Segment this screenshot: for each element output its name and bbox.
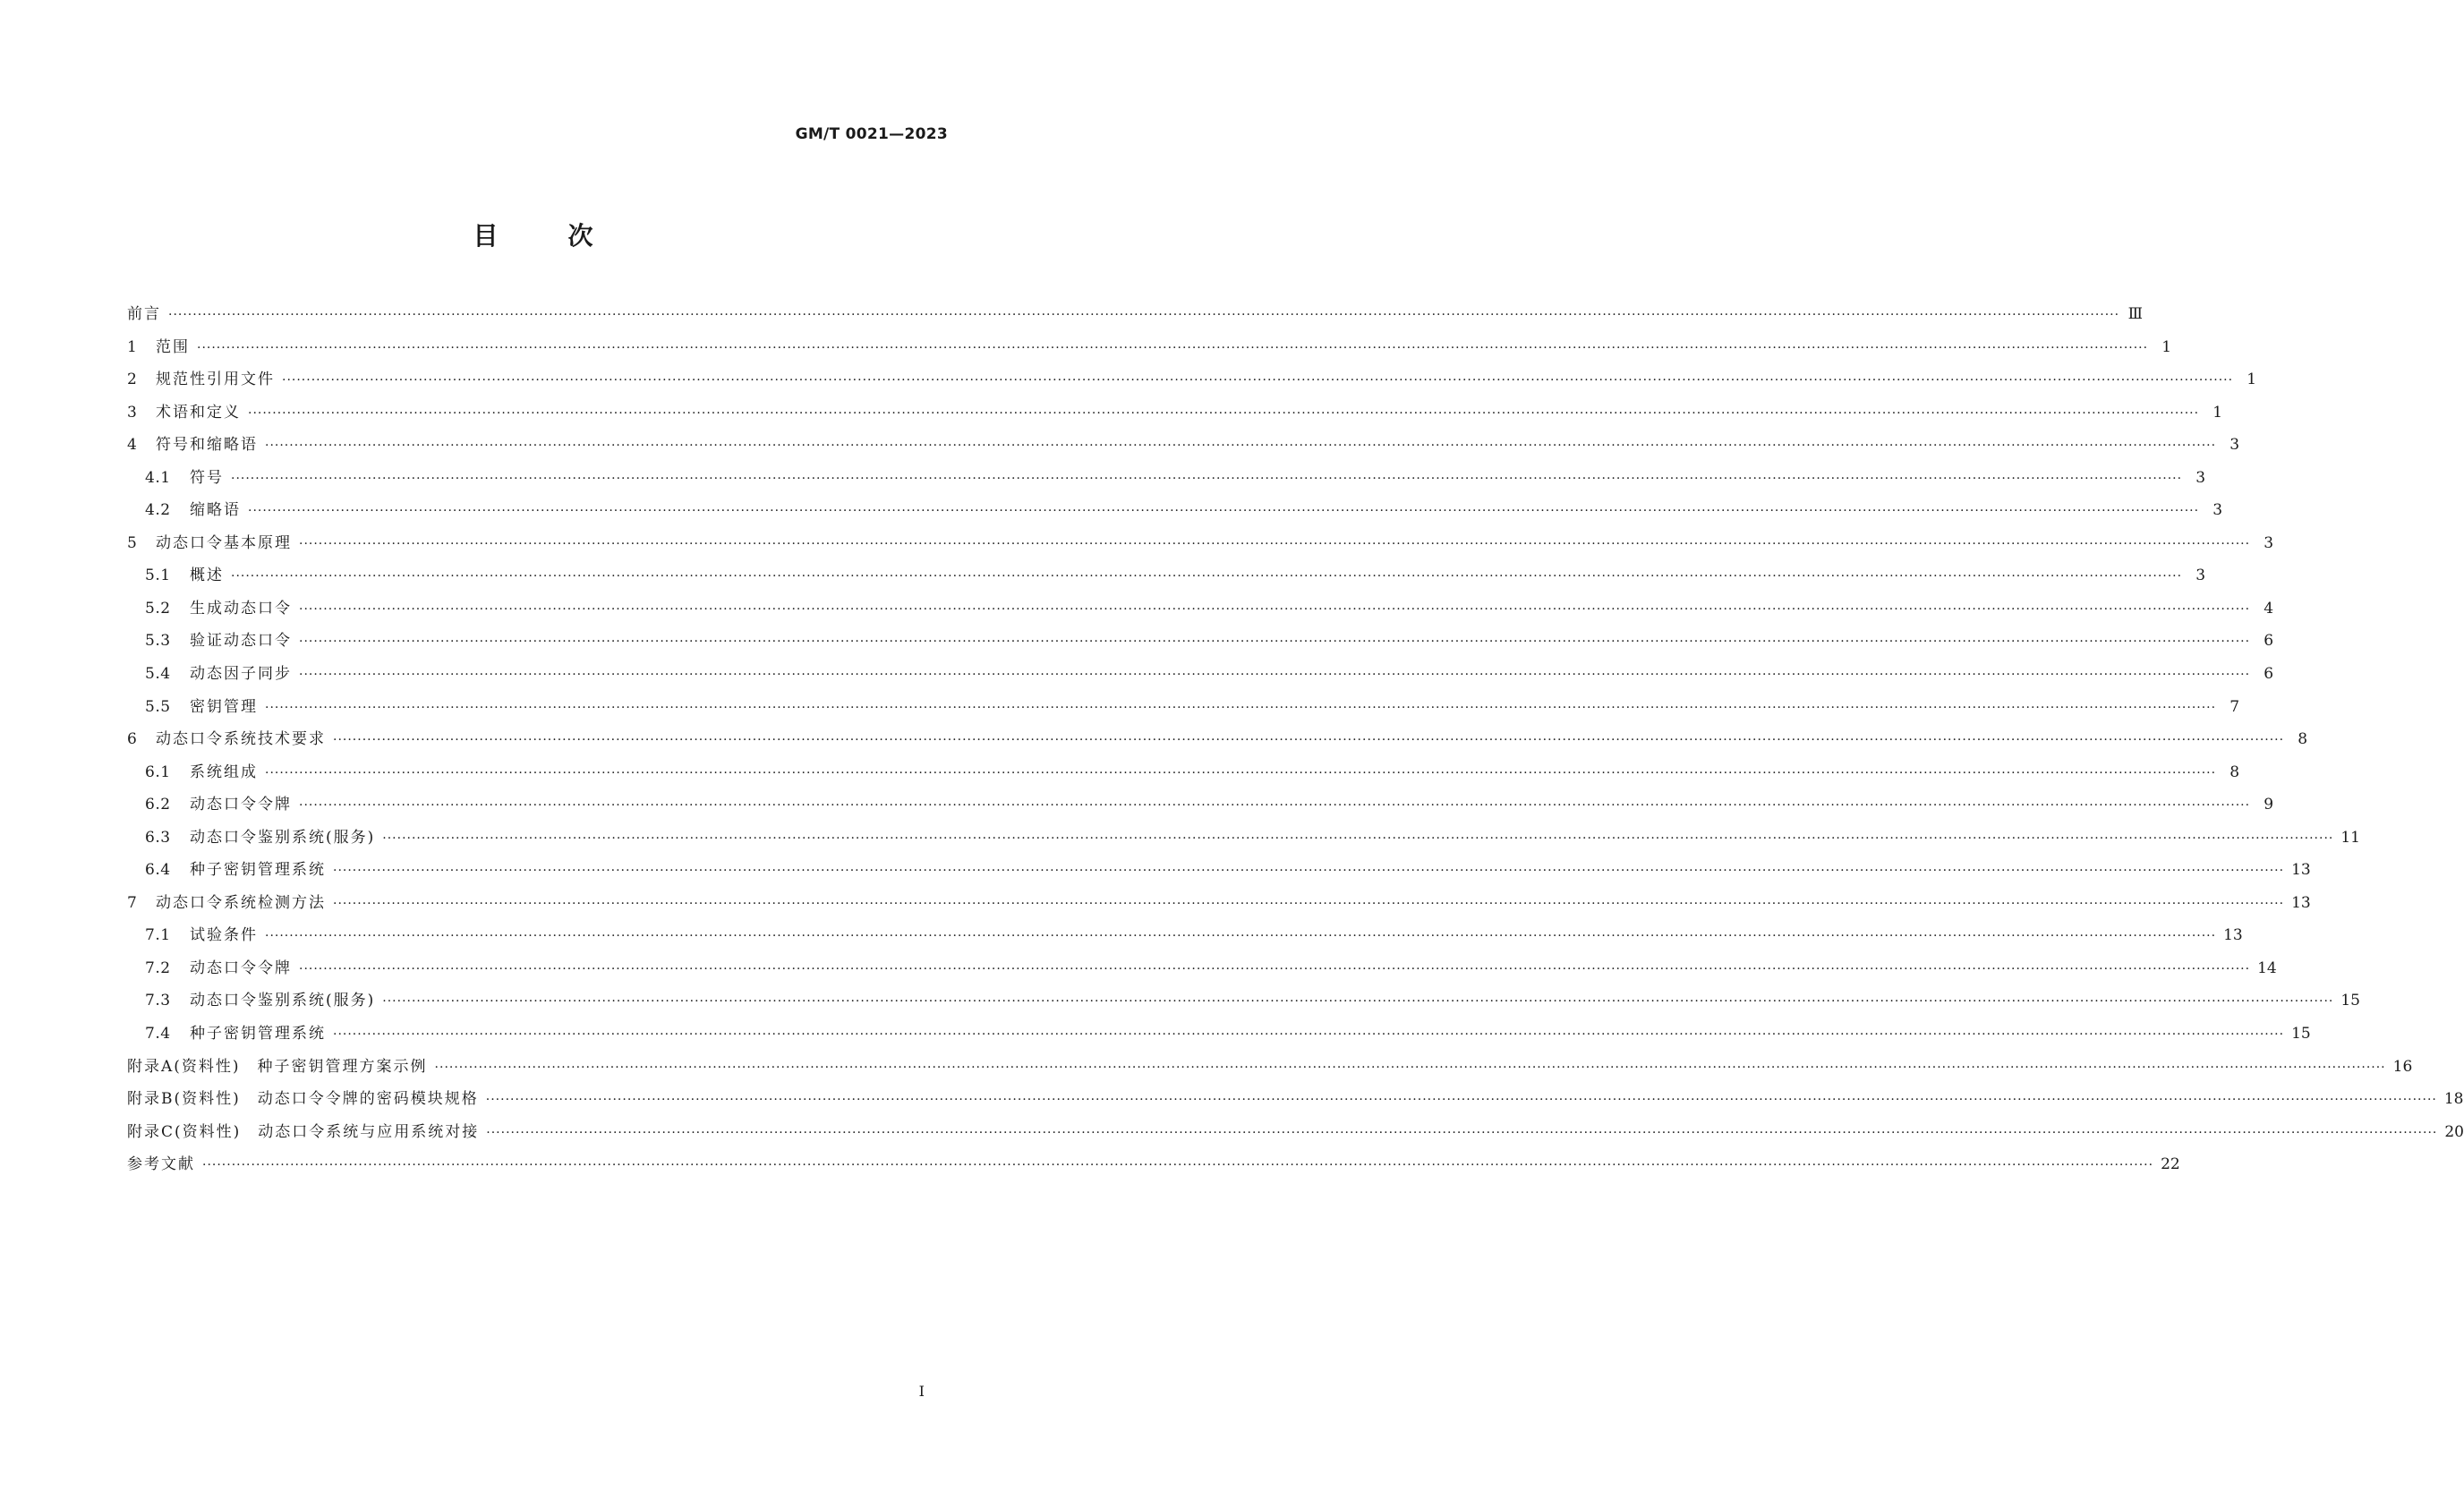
toc-entry[interactable]	[127, 597, 2274, 630]
toc-entry-page: 3	[2212, 501, 2223, 520]
toc-entry-label: 动态口令鉴别系统(服务)	[190, 992, 376, 1010]
toc-entry-label: 动态因子同步	[190, 665, 292, 684]
toc-leader-dots: ················································································································································································································································································································································································································	[299, 961, 2251, 976]
toc-entry-number: 5.2	[145, 599, 171, 618]
toc-entry-page: 3	[2264, 533, 2274, 552]
toc-entry-page: 8	[2298, 730, 2308, 749]
toc-entry-page: 8	[2230, 763, 2240, 781]
toc-entry-number: 7.3	[145, 992, 171, 1010]
toc-entry-number: 5.5	[145, 697, 171, 716]
toc-entry-number: 6.3	[145, 828, 171, 847]
toc-entry-number: 4	[127, 436, 138, 455]
toc-leader-dots: ················································································································································································································································································································································································································	[333, 733, 2285, 748]
toc-entry-page: 9	[2264, 796, 2274, 814]
toc-entry-label: 系统组成	[190, 763, 258, 781]
toc-entry-label: 动态口令系统技术要求	[156, 730, 326, 749]
toc-entry-number: 7	[127, 893, 138, 912]
toc-entry-label: 生成动态口令	[190, 599, 292, 618]
toc-entry-label: 验证动态口令	[190, 632, 292, 651]
toc-leader-dots: ················································································································································································································································································································································································································	[382, 994, 2334, 1010]
toc-leader-dots: ················································································································································································································································································································································································································	[333, 864, 2285, 879]
toc-entry-number: 2	[127, 371, 138, 389]
toc-entry-number: 7.2	[145, 958, 171, 977]
page-number: Ⅰ	[918, 1383, 925, 1400]
toc-entry[interactable]	[127, 1087, 2464, 1120]
toc-entry-number: 6.4	[145, 861, 171, 880]
toc-entry-label: 种子密钥管理系统	[190, 861, 326, 880]
toc-entry-label: 符号	[190, 468, 224, 487]
toc-leader-dots: ················································································································································································································································································································································································································	[265, 929, 2217, 944]
toc-entry-page: 3	[2230, 436, 2240, 455]
toc-entry-page: 1	[2212, 403, 2223, 422]
toc-entry[interactable]	[127, 891, 2311, 924]
toc-entry-page: 15	[2340, 992, 2360, 1010]
toc-entry[interactable]	[127, 401, 2223, 434]
toc-entry-label: 符号和缩略语	[156, 436, 258, 455]
toc-leader-dots: ················································································································································································································································································································································································································	[299, 601, 2251, 617]
toc-entry-number: 6.1	[145, 763, 171, 781]
page-title	[0, 217, 1066, 252]
toc-entry[interactable]	[127, 695, 2240, 728]
toc-entry[interactable]	[127, 1153, 2180, 1186]
toc-entry-number: 7.1	[145, 926, 171, 945]
page-title-char-1: 目	[473, 221, 499, 251]
toc-entry-label: 动态口令基本原理	[156, 533, 292, 552]
toc-entry-label: 密钥管理	[190, 697, 258, 716]
toc-entry-page: 1	[2161, 337, 2172, 356]
toc-entry-page: 3	[2195, 468, 2206, 487]
toc-entry-label: 种子密钥管理系统	[190, 1025, 326, 1044]
toc-entry-page: 20	[2444, 1122, 2464, 1141]
toc-entry[interactable]	[127, 1055, 2413, 1088]
table-of-contents	[127, 302, 2464, 1186]
toc-entry-label: 动态口令令牌	[190, 958, 292, 977]
toc-leader-dots: ················································································································································································································································································································································································································	[265, 765, 2217, 780]
toc-entry-label: 附录B(资料性) 动态口令令牌的密码模块规格	[127, 1090, 479, 1109]
standard-code: GM/T 0021—2023	[795, 125, 948, 143]
toc-entry-number: 5	[127, 533, 138, 552]
toc-leader-dots: ················································································································································································································································································································································································································	[486, 1125, 2438, 1140]
toc-leader-dots: ················································································································································································································································································································································································································	[282, 373, 2234, 388]
toc-entry-page: 1	[2247, 371, 2257, 389]
toc-entry-page: 7	[2230, 697, 2240, 716]
toc-leader-dots: ················································································································································································································································································································································································································	[231, 569, 2183, 584]
toc-entry-label: 概述	[190, 567, 224, 585]
toc-entry-page: 13	[2223, 926, 2243, 945]
toc-leader-dots: ················································································································································································································································································································································································································	[434, 1060, 2386, 1075]
toc-leader-dots: ················································································································································································································································································································································································································	[231, 471, 2183, 486]
toc-entry-number: 5.4	[145, 665, 171, 684]
toc-entry-number: 5.1	[145, 567, 171, 585]
toc-leader-dots: ················································································································································································································································································································································································································	[382, 831, 2334, 846]
toc-leader-dots: ················································································································································································································································································································································································································	[197, 340, 2149, 355]
toc-entry-number: 6.2	[145, 796, 171, 814]
toc-entry-page: 18	[2443, 1090, 2464, 1109]
toc-entry-label: 参考文献	[127, 1155, 195, 1174]
toc-entry-page: 13	[2291, 861, 2311, 880]
toc-entry-label: 规范性引用文件	[156, 371, 275, 389]
toc-entry-label: 附录C(资料性) 动态口令系统与应用系统对接	[127, 1122, 480, 1141]
toc-entry[interactable]	[127, 368, 2257, 401]
toc-entry[interactable]	[127, 662, 2274, 695]
toc-entry-label: 动态口令鉴别系统(服务)	[190, 828, 376, 847]
toc-entry[interactable]	[127, 793, 2274, 826]
toc-entry[interactable]	[127, 302, 2144, 336]
toc-leader-dots: ················································································································································································································································································································································································································	[485, 1093, 2437, 1108]
toc-entry[interactable]	[127, 761, 2240, 794]
toc-entry-page: 22	[2161, 1155, 2180, 1174]
toc-entry[interactable]	[127, 629, 2274, 662]
toc-entry[interactable]	[127, 1120, 2464, 1154]
toc-entry-page: 6	[2264, 632, 2274, 651]
toc-entry[interactable]	[127, 466, 2206, 499]
toc-entry[interactable]	[127, 728, 2308, 761]
toc-entry[interactable]	[127, 924, 2243, 957]
toc-entry-number: 4.2	[145, 501, 171, 520]
toc-entry[interactable]	[127, 1022, 2311, 1055]
toc-entry-label: 试验条件	[190, 926, 258, 945]
toc-leader-dots: ················································································································································································································································································································································································································	[248, 504, 2200, 519]
toc-entry-page: 6	[2264, 665, 2274, 684]
toc-entry-page: 14	[2257, 958, 2277, 977]
toc-leader-dots: ················································································································································································································································································································································································································	[299, 668, 2251, 683]
toc-entry-number: 1	[127, 337, 138, 356]
toc-entry-label: 前言	[127, 305, 161, 323]
toc-entry[interactable]	[127, 957, 2277, 990]
toc-entry-page: 4	[2264, 599, 2274, 618]
toc-leader-dots: ················································································································································································································································································································································································································	[202, 1158, 2154, 1173]
toc-entry[interactable]	[127, 498, 2223, 532]
toc-entry-page: Ⅲ	[2127, 305, 2144, 323]
toc-entry-number: 5.3	[145, 632, 171, 651]
toc-entry-label: 范围	[156, 337, 190, 356]
toc-entry-page: 11	[2340, 828, 2360, 847]
toc-entry-number: 4.1	[145, 468, 171, 487]
toc-entry-label: 术语和定义	[156, 403, 241, 422]
toc-entry[interactable]	[127, 989, 2360, 1022]
toc-entry-label: 附录A(资料性) 种子密钥管理方案示例	[127, 1057, 428, 1076]
toc-entry[interactable]	[127, 336, 2172, 369]
toc-entry-page: 16	[2392, 1057, 2413, 1076]
toc-entry[interactable]	[127, 564, 2206, 597]
toc-entry-label: 动态口令系统检测方法	[156, 893, 326, 912]
toc-entry-page: 15	[2291, 1025, 2311, 1044]
toc-entry-label: 动态口令令牌	[190, 796, 292, 814]
toc-entry-page: 3	[2195, 567, 2206, 585]
toc-leader-dots: ················································································································································································································································································································································································································	[168, 308, 2120, 322]
toc-entry-page: 13	[2291, 893, 2311, 912]
toc-entry[interactable]	[127, 826, 2360, 859]
page-title-char-2: 次	[567, 221, 593, 251]
toc-leader-dots: ················································································································································································································································································································································································································	[248, 405, 2200, 421]
toc-entry[interactable]	[127, 858, 2311, 891]
toc-entry-number: 6	[127, 730, 138, 749]
toc-leader-dots: ················································································································································································································································································································································································································	[333, 896, 2285, 911]
toc-leader-dots: ················································································································································································································································································································································································································	[299, 635, 2251, 650]
toc-entry-number: 3	[127, 403, 138, 422]
toc-leader-dots: ················································································································································································································································································································································································································	[299, 798, 2251, 814]
toc-entry[interactable]	[127, 532, 2274, 565]
toc-entry[interactable]	[127, 433, 2240, 466]
toc-leader-dots: ················································································································································································································································································································································································································	[333, 1027, 2285, 1043]
toc-leader-dots: ················································································································································································································································································································································································································	[265, 700, 2217, 715]
toc-entry-number: 7.4	[145, 1025, 171, 1044]
toc-leader-dots: ················································································································································································································································································································································································································	[265, 439, 2217, 454]
toc-leader-dots: ················································································································································································································································································································································································································	[299, 536, 2251, 551]
toc-entry-label: 缩略语	[190, 501, 241, 520]
